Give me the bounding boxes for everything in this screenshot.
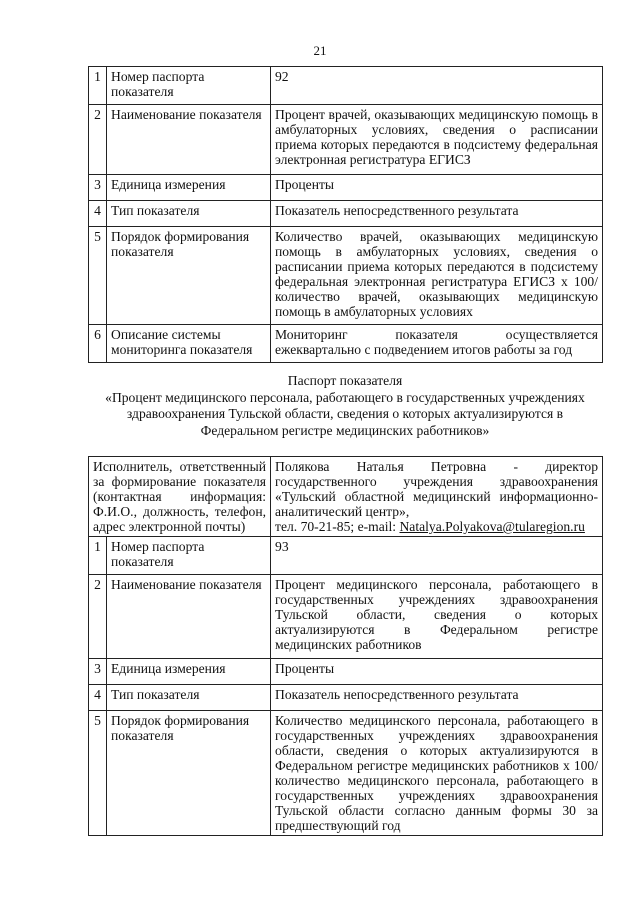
executor-phone: тел. 70-21-85; e-mail: [275,519,400,534]
page-number: 21 [313,43,327,58]
row-value: 93 [271,537,603,575]
table-row [89,711,603,836]
executor-row [89,457,603,537]
passport-heading-title: Паспорт показателя [287,373,403,388]
passport-heading [88,373,602,439]
executor-value [271,457,603,537]
row-value: Количество медицинского персонала, работающего в государственных учреждениях здравоохранения области, сведения о которых актуализируются в Федеральном регистре медицинских работников х 100/ количество медицинского персонала, работающего в государственных учреждениях здравоохранения Тульской области согласно данным формы 30 за предшествующий год [271,711,603,836]
row-label: Порядок формирования показателя [107,711,271,836]
row-value: Количество врачей, оказывающих медицинскую помощь в амбулаторных условиях, сведения о расписании приема которых передаются в подсистему федеральная электронная регистратура ЕГИСЗ х 100/ количество врачей, оказывающих медицинскую помощь в амбулаторных условиях [271,227,603,325]
executor-label: Исполнитель, ответственный за формирование показателя (контактная информация: Ф.И.О., должность, телефон, адрес электронной почты) [89,457,271,537]
table-row [89,201,603,227]
row-number: 3 [89,659,107,685]
row-label: Номер паспорта показателя [107,67,271,105]
row-label: Наименование показателя [107,575,271,659]
table-row [89,67,603,105]
row-number: 4 [89,201,107,227]
table-row [89,685,603,711]
executor-email-link[interactable]: Natalya.Polyakova@tularegion.ru [399,519,585,534]
row-label: Единица измерения [107,175,271,201]
row-number: 2 [89,575,107,659]
table-row [89,175,603,201]
row-label: Номер паспорта показателя [107,537,271,575]
table-row [89,325,603,363]
table-row [89,659,603,685]
row-number: 6 [89,325,107,363]
row-value: Показатель непосредственного результата [271,685,603,711]
table-row [89,227,603,325]
row-label: Единица измерения [107,659,271,685]
row-value: Мониторинг показателя осуществляется ежеквартально с подведением итогов работы за год [271,325,603,363]
passport-heading-indicator-name: «Процент медицинского персонала, работающего в государственных учреждениях здравоохранения Тульской области, сведения о которых актуализируются в Федеральном регистре медицинских работников» [105,389,585,438]
row-number: 1 [89,67,107,105]
row-label: Тип показателя [107,201,271,227]
executor-name: Полякова Наталья Петровна - директор государственного учреждения здравоохранения «Тульский областной медицинский информационно-аналитический центр», [275,459,599,519]
row-number: 5 [89,711,107,836]
table-row [89,537,603,575]
row-number: 5 [89,227,107,325]
row-number: 2 [89,105,107,175]
indicator-passport-table-93 [88,456,603,836]
table-row [89,105,603,175]
table-row [89,575,603,659]
row-value: 92 [271,67,603,105]
row-value: Проценты [271,175,603,201]
row-label: Наименование показателя [107,105,271,175]
row-value: Процент медицинского персонала, работающего в государственных учреждениях здравоохранения Тульской области, сведения о которых актуализируются в Федеральном регистре медицинских работников [271,575,603,659]
row-label: Тип показателя [107,685,271,711]
row-value: Показатель непосредственного результата [271,201,603,227]
row-number: 3 [89,175,107,201]
row-value: Проценты [271,659,603,685]
row-label: Описание системы мониторинга показателя [107,325,271,363]
indicator-passport-table-92 [88,66,603,363]
row-value: Процент врачей, оказывающих медицинскую помощь в амбулаторных условиях, сведения о расписании приема которых передаются в подсистему федеральная электронная регистратура ЕГИСЗ [271,105,603,175]
row-number: 1 [89,537,107,575]
row-number: 4 [89,685,107,711]
row-label: Порядок формирования показателя [107,227,271,325]
